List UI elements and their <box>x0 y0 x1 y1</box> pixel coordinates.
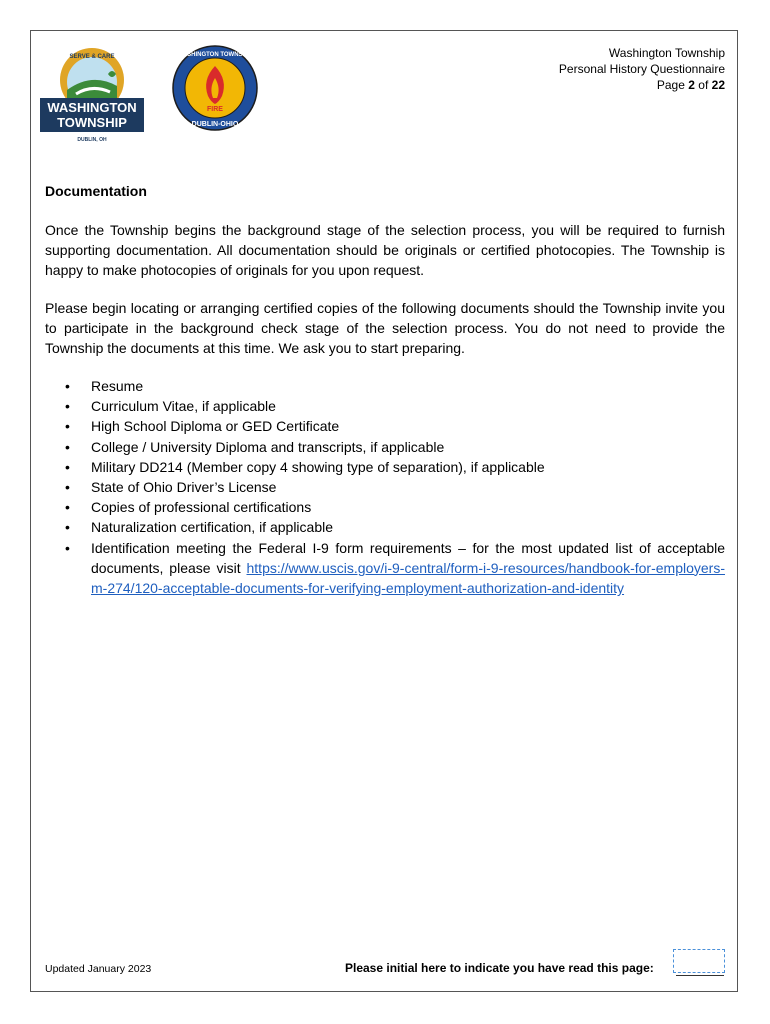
logo-line1: WASHINGTON <box>47 100 137 115</box>
header-org: Washington Township <box>608 46 725 60</box>
header-page-number <box>559 77 725 93</box>
list-item-text: Naturalization certification, if applicable <box>91 519 334 536</box>
list-item <box>45 538 725 599</box>
fire-department-logo <box>172 44 258 132</box>
bullet: • <box>65 479 70 496</box>
footer-updated-date: Updated January 2023 <box>45 963 152 975</box>
washington-township-logo <box>38 44 146 144</box>
list-item-text: Resume <box>91 378 144 394</box>
list-item-text: High School Diploma or GED Certificate <box>91 418 340 435</box>
footer-initial-prompt: Please initial here to indicate you have read this page: <box>345 961 654 975</box>
list-item <box>45 396 725 416</box>
page-of: of <box>698 78 709 92</box>
bullet: • <box>65 398 70 415</box>
list-item <box>45 376 725 396</box>
logo-line2: TOWNSHIP <box>57 115 127 130</box>
list-item <box>45 497 725 517</box>
fire-top-text: WASHINGTON TOWNSHIP <box>177 52 253 58</box>
list-item-text: Copies of professional certifications <box>91 499 312 516</box>
instructions-paragraph: Please begin locating or arranging certified copies of the following documents should the Township invite you to participate in the background check stage of the selection process. You do not need to provide the Township the documents at this time. We ask you to start preparing. <box>45 300 725 356</box>
logo-location: DUBLIN, OH <box>77 137 107 143</box>
header-doc-title: Personal History Questionnaire <box>558 62 725 76</box>
initial-underline <box>676 975 724 976</box>
bullet: • <box>65 458 70 475</box>
fire-center-text: FIRE <box>207 106 223 113</box>
uscis-handbook-link[interactable]: https://www.uscis.gov/i-9-central/form-i-9-resources/handbook-for-employers-m-274/120-acceptable-documents-for-verifying-employment-authorization-and-identity <box>91 559 725 597</box>
list-item-text: College / University Diploma and transcripts, if applicable <box>91 438 445 455</box>
bullet: • <box>65 378 70 394</box>
page-prefix: Page <box>656 78 685 92</box>
list-item <box>45 477 725 497</box>
list-item-text: State of Ohio Driver’s License <box>91 479 277 496</box>
fire-bottom-text: DUBLIN-OHIO <box>191 121 239 128</box>
list-item <box>45 457 725 477</box>
bullet: • <box>65 438 70 455</box>
list-item-text: Identification meeting the Federal I-9 form requirements – for the most updated list of acceptable documents, please visit <box>91 539 725 576</box>
intro-paragraph: Once the Township begins the background stage of the selection process, you will be required to furnish supporting documentation. All documentation should be originals or certified photocopies. The Township is happy to make photocopies of originals for you upon request. <box>45 222 725 278</box>
bullet: • <box>65 539 70 556</box>
list-item-text: Military DD214 (Member copy 4 showing type of separation), if applicable <box>91 458 545 475</box>
bullet: • <box>65 499 70 516</box>
list-item <box>45 437 725 457</box>
section-title: Documentation <box>45 183 147 199</box>
list-item-text: Curriculum Vitae, if applicable <box>91 398 276 415</box>
logo-arc-text: SERVE & CARE <box>69 54 115 60</box>
document-list <box>45 376 725 598</box>
list-item <box>45 416 725 436</box>
page-total: 22 <box>711 78 725 92</box>
initial-input-field[interactable] <box>673 949 725 973</box>
bullet: • <box>65 519 70 536</box>
page-current: 2 <box>688 78 695 92</box>
bullet: • <box>65 418 70 435</box>
list-item <box>45 517 725 537</box>
page-header <box>559 45 725 93</box>
